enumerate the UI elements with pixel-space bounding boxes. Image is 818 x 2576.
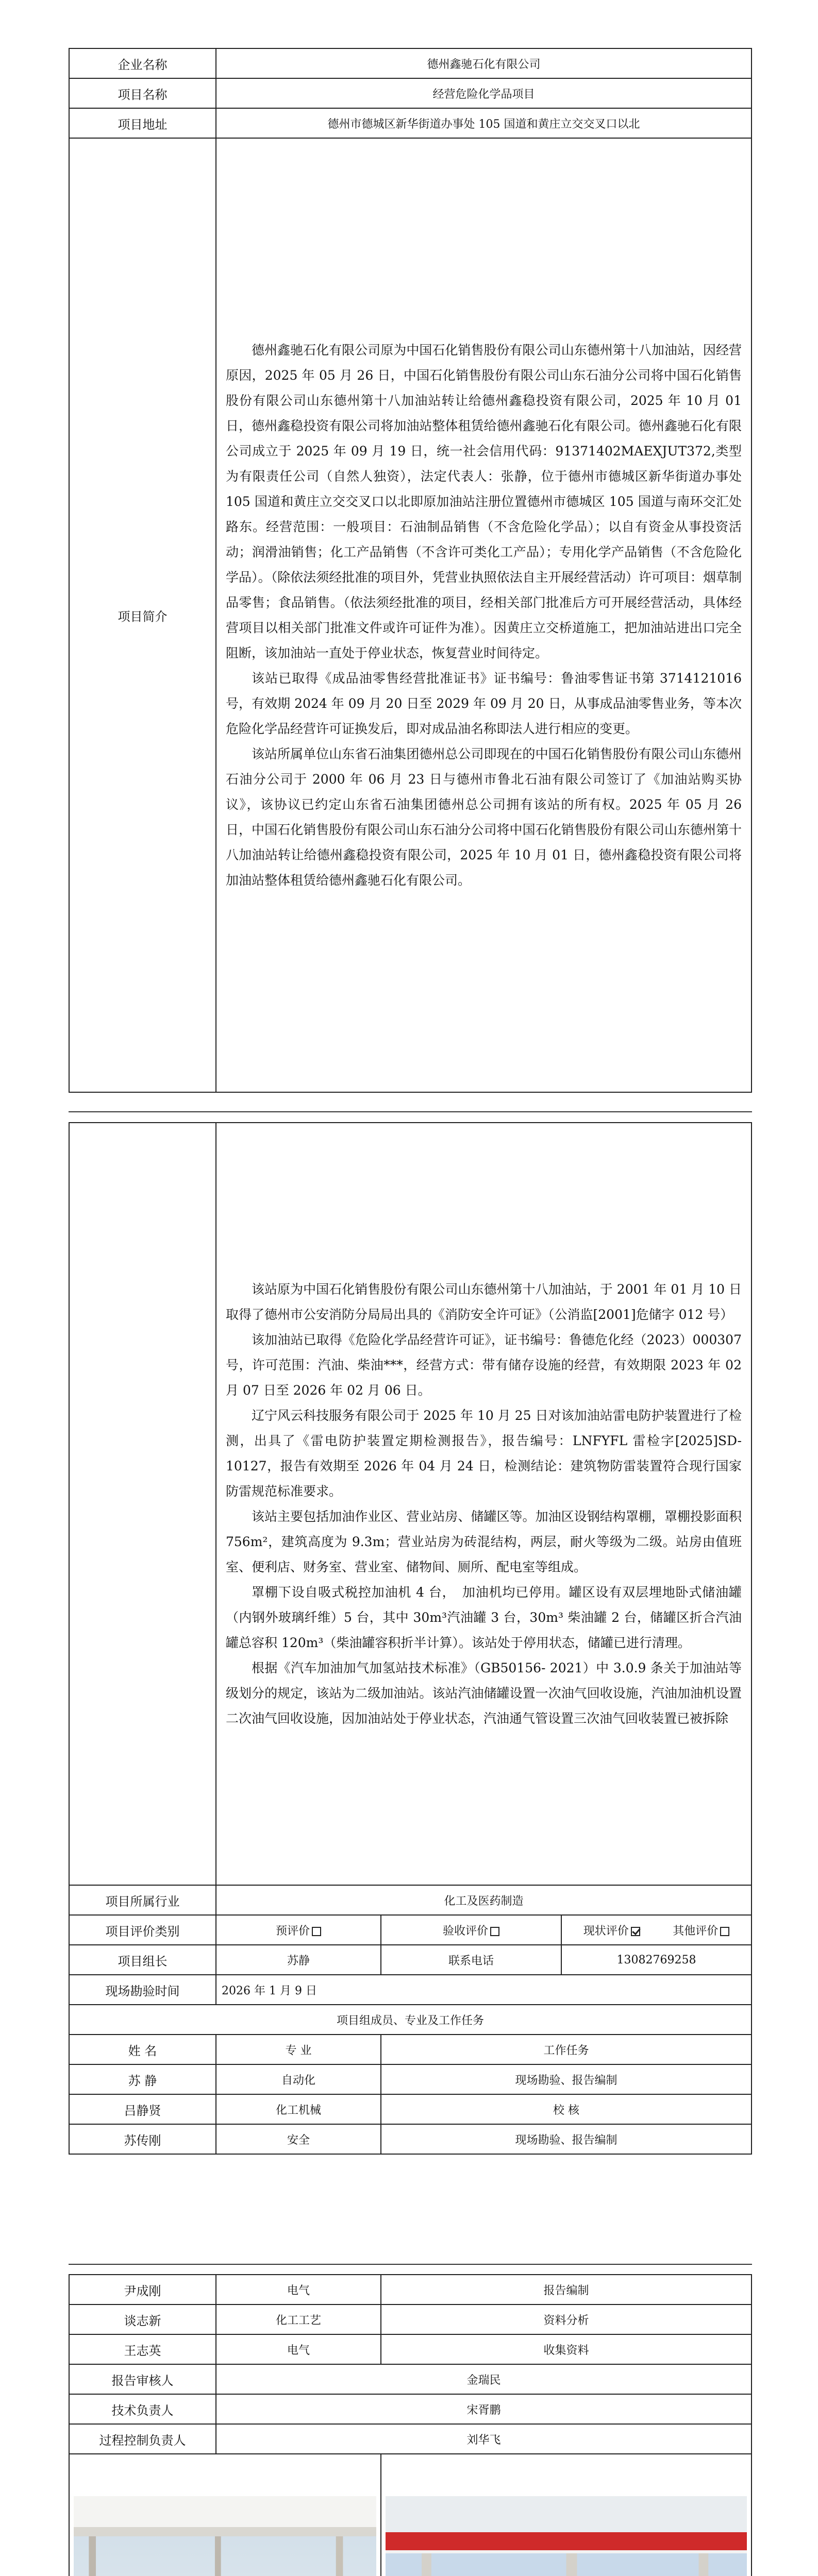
signoff-table <box>69 2274 752 2576</box>
members-header-name: 姓 名 <box>69 2035 216 2064</box>
address-label: 项目地址 <box>69 108 216 138</box>
industry-label: 项目所属行业 <box>69 1885 216 1915</box>
process-label: 过程控制负责人 <box>69 2424 216 2454</box>
intro-paragraph: 德州鑫驰石化有限公司原为中国石化销售股份有限公司山东德州第十八加油站，因经营原因，2025 年 05 月 26 日，中国石化销售股份有限公司山东石油分公司将中国石化销售股份有限公司山东德州第十八加油站转让给德州鑫稳投资有限公司，2025 年 10 月 01 日，德州鑫稳投资有限公司将加油站整体租赁给德州鑫驰石化有限公司。德州鑫驰石化有限公司成立于 2025 年 09 月 19 日，统一社会信用代码：91371402MAEXJUT372,类型为有限责任公司（自然人独资），法定代表人：张静，位于德州市德城区新华街道办事处 105 国道和黄庄立交交叉口以北即原加油站注册位置德州市德城区 105 国道与南环交汇处路东。经营范围：一般项目：石油制品销售（不含危险化学品）；以自有资金从事投资活动；润滑油销售；化工产品销售（不含许可类化工产品）；专用化学产品销售（不含危险化学品）。（除依法须经批准的项目外，凭营业执照依法自主开展经营活动）许可项目：烟草制品零售；食品销售。（依法须经批准的项目，经相关部门批准后方可开展经营活动，具体经营项目以相关部门批准文件或许可证件为准）。因黄庄立交桥道施工，把加油站进出口完全阻断，该加油站一直处于停业状态，恢复营业时间待定。 <box>226 343 742 660</box>
process-value: 刘华飞 <box>216 2424 752 2454</box>
industry-row <box>69 1885 752 1915</box>
leader-label: 项目组长 <box>69 1945 216 1975</box>
members-header-task: 工作任务 <box>381 2035 752 2064</box>
intro-paragraph: 该站主要包括加油作业区、营业站房、储罐区等。加油区设钢结构罩棚，罩棚投影面积 756m²，建筑高度为 9.3m；营业站房为砖混结构，两层，耐火等级为二级。站房由值班室、便利店、财务室、营业室、储物间、厕所、配电室等组成。 <box>226 1509 742 1574</box>
intro-continued-row <box>69 1123 752 1885</box>
phone-value: 13082769258 <box>561 1945 752 1975</box>
page-divider <box>69 2264 752 2265</box>
project-detail-table <box>69 1122 752 2155</box>
member-task: 现场勘验、报告编制 <box>381 2124 752 2154</box>
intro-content <box>216 138 752 1092</box>
member-name: 谈志新 <box>69 2304 216 2334</box>
member-name: 苏传刚 <box>69 2124 216 2154</box>
member-row <box>69 2064 752 2094</box>
checked-checkbox-icon[interactable] <box>631 1927 640 1936</box>
eval-option-label: 其他评价 <box>673 1924 719 1938</box>
intro-row <box>69 138 752 1092</box>
eval-option-pre[interactable] <box>216 1915 381 1945</box>
member-name: 吕静贤 <box>69 2094 216 2124</box>
member-task: 资料分析 <box>381 2304 752 2334</box>
member-major: 电气 <box>216 2334 381 2364</box>
enterprise-row <box>69 48 752 78</box>
members-title-row <box>69 2005 752 2035</box>
members-header-major: 专 业 <box>216 2035 381 2064</box>
enterprise-label: 企业名称 <box>69 48 216 78</box>
member-major: 化工机械 <box>216 2094 381 2124</box>
member-major: 安全 <box>216 2124 381 2154</box>
eval-option-group <box>561 1915 752 1945</box>
member-major: 化工工艺 <box>216 2304 381 2334</box>
members-title: 项目组成员、专业及工作任务 <box>69 2005 752 2035</box>
eval-type-label: 项目评价类别 <box>69 1915 216 1945</box>
members-header-row <box>69 2035 752 2064</box>
intro-paragraph: 该站已取得《成品油零售经营批准证书》证书编号：鲁油零售证书第 3714121016 号，有效期 2024 年 09 月 20 日至 2029 年 09 月 20 日，从事成品油零售业务，等本次危险化学品经营许可证换发后，即对成品油名称即法人进行相应的变更。 <box>226 671 742 736</box>
member-major: 电气 <box>216 2275 381 2304</box>
checkbox-icon[interactable] <box>490 1927 499 1936</box>
eval-option-label: 预评价 <box>275 1924 310 1938</box>
photos-row <box>69 2454 752 2576</box>
sheet-2 <box>69 1122 752 2248</box>
survey-value: 2026 年 1 月 9 日 <box>216 1975 752 2005</box>
eval-option-other[interactable] <box>673 1922 729 1938</box>
sheet-1 <box>69 48 752 1094</box>
member-row <box>69 2304 752 2334</box>
photo-right-cell <box>381 2454 752 2576</box>
intro-label: 项目简介 <box>69 138 216 1092</box>
leader-value: 苏静 <box>216 1945 381 1975</box>
member-task: 报告编制 <box>381 2275 752 2304</box>
eval-option-status[interactable] <box>583 1922 640 1938</box>
member-name: 王志英 <box>69 2334 216 2364</box>
eval-option-acceptance[interactable] <box>381 1915 561 1945</box>
member-major: 自动化 <box>216 2064 381 2094</box>
project-value: 经营危险化学品项目 <box>216 78 752 108</box>
tech-label: 技术负责人 <box>69 2394 216 2424</box>
intro-paragraph: 该加油站已取得《危险化学品经营许可证》，证书编号：鲁德危化经（2023）000307 号，许可范围：汽油、柴油***，经营方式：带有储存设施的经营，有效期限 2023 年 02 月 07 日至 2026 年 02 月 06 日。 <box>226 1332 742 1398</box>
address-row <box>69 108 752 138</box>
eval-option-label: 验收评价 <box>442 1924 488 1938</box>
reviewer-value: 金瑞民 <box>216 2364 752 2394</box>
checkbox-icon[interactable] <box>312 1927 321 1936</box>
reviewer-label: 报告审核人 <box>69 2364 216 2394</box>
intro-paragraph: 该站原为中国石化销售股份有限公司山东德州第十八加油站，于 2001 年 01 月 10 日取得了德州市公安消防分局局出具的《消防安全许可证》（公消监[2001]危储字 012 号） <box>226 1282 742 1322</box>
eval-option-label: 现状评价 <box>583 1924 629 1938</box>
member-row <box>69 2334 752 2364</box>
industry-value: 化工及医药制造 <box>216 1885 752 1915</box>
site-photo-canopy <box>386 2496 747 2576</box>
intro-paragraph: 该站所属单位山东省石油集团德州总公司即现在的中国石化销售股份有限公司山东德州石油分公司于 2000 年 06 月 23 日与德州市鲁北石油有限公司签订了《加油站购买协议》，该协议已约定山东省石油集团德州总公司拥有该站的所有权。2025 年 05 月 26 日，中国石化销售股份有限公司山东石油分公司将中国石化销售股份有限公司山东德州第十八加油站转让给德州鑫稳投资有限公司，2025 年 10 月 01 日，德州鑫稳投资有限公司将加油站整体租赁给德州鑫驰石化有限公司。 <box>226 747 742 888</box>
member-row <box>69 2275 752 2304</box>
sheet-3 <box>69 2274 752 2576</box>
intro-paragraph: 辽宁风云科技服务有限公司于 2025 年 10 月 25 日对该加油站雷电防护装置进行了检测，出具了《雷电防护装置定期检测报告》，报告编号：LNFYFL 雷检字[2025]SD-10127，报告有效期至 2026 年 04 月 24 日，检测结论：建筑物防雷装置符合现行国家防雷规范标准要求。 <box>226 1408 742 1499</box>
member-row <box>69 2124 752 2154</box>
member-task: 收集资料 <box>381 2334 752 2364</box>
tech-value: 宋胥鹏 <box>216 2394 752 2424</box>
process-row <box>69 2424 752 2454</box>
survey-label: 现场勘验时间 <box>69 1975 216 2005</box>
eval-type-row <box>69 1915 752 1945</box>
address-value: 德州市德城区新华街道办事处 105 国道和黄庄立交交叉口以北 <box>216 108 752 138</box>
member-row <box>69 2094 752 2124</box>
survey-row <box>69 1975 752 2005</box>
member-name: 尹成刚 <box>69 2275 216 2304</box>
leader-row <box>69 1945 752 1975</box>
member-task: 校 核 <box>381 2094 752 2124</box>
enterprise-value: 德州鑫驰石化有限公司 <box>216 48 752 78</box>
tech-row <box>69 2394 752 2424</box>
member-task: 现场勘验、报告编制 <box>381 2064 752 2094</box>
photo-left-cell <box>69 2454 381 2576</box>
reviewer-row <box>69 2364 752 2394</box>
member-name: 苏 静 <box>69 2064 216 2094</box>
basic-info-table <box>69 48 752 1093</box>
project-row <box>69 78 752 108</box>
site-photo-staff <box>74 2496 376 2576</box>
phone-label: 联系电话 <box>381 1945 561 1975</box>
page-divider <box>69 1111 752 1112</box>
intro-continued-label <box>69 1123 216 1885</box>
project-label: 项目名称 <box>69 78 216 108</box>
intro-paragraph: 根据《汽车加油加气加氢站技术标准》（GB50156- 2021）中 3.0.9 条关于加油站等级划分的规定，该站为二级加油站。该站汽油储罐设置一次油气回收设施，汽油加油机设置二次油气回收设施，因加油站处于停业状态，汽油通气管设置三次油气回收装置已被拆除 <box>226 1660 742 1726</box>
intro-continued-content <box>216 1123 752 1885</box>
checkbox-icon[interactable] <box>720 1927 729 1936</box>
intro-paragraph: 罩棚下设自吸式税控加油机 4 台， 加油机均已停用。罐区设有双层埋地卧式储油罐（内钢外玻璃纤维）5 台，其中 30m³汽油罐 3 台，30m³ 柴油罐 2 台，储罐区折合汽油罐总容积 120m³（柴油罐容积折半计算）。该站处于停用状态，储罐已进行清理。 <box>226 1585 742 1650</box>
